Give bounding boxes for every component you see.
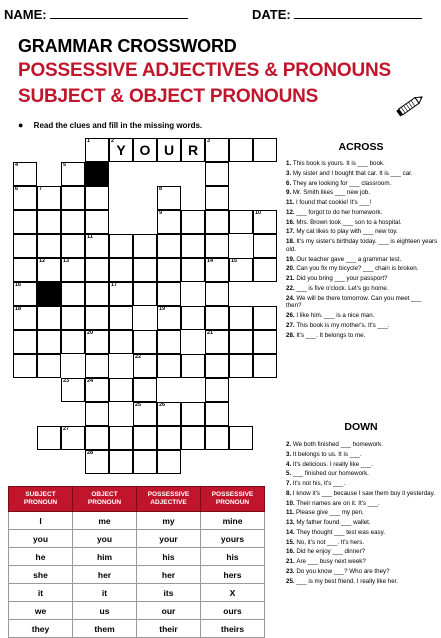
filled-letter: Y — [116, 142, 126, 158]
crossword-cell[interactable] — [61, 330, 85, 354]
clue-item — [286, 480, 438, 488]
crossword-cell[interactable] — [205, 330, 229, 354]
table-cell: you — [9, 530, 73, 548]
crossword-cell[interactable] — [205, 210, 229, 234]
table-cell: yours — [201, 530, 265, 548]
crossword-cell[interactable] — [157, 330, 181, 354]
crossword-cell[interactable] — [61, 234, 85, 258]
crossword-cell[interactable] — [133, 402, 157, 426]
clue-text: Our teacher gave ___ a grammar test. — [296, 255, 402, 263]
crossword-cell[interactable] — [37, 354, 61, 378]
crossword-cell[interactable] — [229, 330, 253, 354]
crossword-cell[interactable] — [229, 138, 253, 162]
clue-number: 19 — [159, 306, 166, 312]
crossword-cell[interactable] — [133, 378, 157, 402]
crossword-cell[interactable] — [205, 426, 229, 450]
crossword-cell[interactable] — [205, 138, 229, 162]
clue-text: They thought ___ test was easy. — [296, 528, 385, 536]
clue-number: 17. — [286, 228, 297, 236]
clue-number: 23. — [286, 567, 297, 575]
crossword-cell[interactable] — [157, 450, 181, 474]
clue-number: 7 — [39, 186, 43, 192]
clue-number: 16. — [286, 218, 297, 226]
clue-number: 2 — [111, 138, 115, 144]
table-row — [9, 620, 265, 638]
table-cell: it — [9, 584, 73, 602]
table-cell: our — [137, 602, 201, 620]
clue-number: 24. — [286, 294, 297, 302]
clue-item — [286, 170, 438, 178]
filled-letter: O — [139, 142, 151, 158]
table-cell: her — [137, 566, 201, 584]
table-cell: you — [73, 530, 137, 548]
crossword-cell[interactable] — [37, 426, 61, 450]
clue-number: 8. — [286, 489, 293, 497]
clue-text: Please give ___ my pen. — [295, 509, 364, 517]
bullet-icon: ● — [18, 120, 24, 130]
pencil-icon — [393, 92, 427, 120]
clue-text: It's not his, it's ___. — [292, 480, 346, 487]
crossword-cell[interactable] — [133, 450, 157, 474]
crossword-cell[interactable] — [205, 258, 229, 282]
crossword-cell[interactable] — [13, 210, 37, 234]
name-label: NAME: — [4, 7, 47, 22]
crossword-cell[interactable] — [205, 378, 229, 402]
clue-number: 21 — [207, 330, 214, 336]
table-cell: them — [73, 620, 137, 638]
crossword-black-cell — [37, 282, 61, 306]
crossword-cell[interactable] — [109, 306, 133, 330]
crossword-cell[interactable] — [85, 306, 109, 330]
crossword-cell[interactable] — [157, 186, 181, 210]
table-cell: him — [73, 548, 137, 566]
crossword-cell[interactable] — [85, 354, 109, 378]
crossword-cell[interactable] — [109, 282, 133, 306]
crossword-cell[interactable] — [205, 234, 229, 258]
crossword-cell[interactable] — [61, 186, 85, 210]
crossword-cell[interactable] — [181, 210, 205, 234]
table-cell: his — [137, 548, 201, 566]
clue-number: 4 — [15, 162, 19, 168]
clue-text: Do you know ___? Who are they? — [296, 567, 390, 575]
crossword-cell[interactable] — [109, 330, 133, 354]
table-cell: X — [201, 584, 265, 602]
table-cell: its — [137, 584, 201, 602]
table-cell: your — [137, 530, 201, 548]
crossword-cell[interactable] — [13, 330, 37, 354]
clue-number: 21. — [286, 558, 297, 565]
table-cell: theirs — [201, 620, 265, 638]
crossword-cell[interactable] — [205, 306, 229, 330]
crossword-cell[interactable] — [85, 450, 109, 474]
crossword-black-cell — [85, 162, 109, 186]
crossword-cell[interactable] — [181, 402, 205, 426]
crossword-cell[interactable] — [133, 354, 157, 378]
filled-letter: U — [163, 142, 175, 158]
table-row — [9, 512, 265, 530]
crossword-cell[interactable] — [37, 306, 61, 330]
crossword-cell[interactable] — [229, 426, 253, 450]
clue-number: 26 — [159, 402, 166, 408]
crossword-cell[interactable] — [181, 354, 205, 378]
clue-number: 24 — [87, 378, 94, 384]
clue-number: 7. — [286, 480, 293, 487]
crossword-cell[interactable] — [37, 234, 61, 258]
clue-item — [286, 568, 438, 576]
clue-item — [286, 332, 438, 340]
down-clues — [286, 441, 438, 587]
crossword-cell[interactable] — [109, 258, 133, 282]
crossword-cell[interactable] — [61, 378, 85, 402]
clue-number: 14. — [286, 528, 297, 536]
clue-number: 3. — [286, 450, 293, 458]
crossword-cell[interactable] — [253, 354, 277, 378]
crossword-cell[interactable] — [157, 426, 181, 450]
crossword-cell[interactable] — [205, 402, 229, 426]
clue-item — [286, 265, 438, 273]
crossword-cell[interactable] — [13, 186, 37, 210]
page-title: GRAMMAR CROSSWORD — [18, 36, 237, 56]
crossword-cell[interactable] — [157, 234, 181, 258]
crossword-cell[interactable] — [37, 186, 61, 210]
clue-number: 16. — [286, 548, 297, 556]
crossword-cell[interactable] — [157, 306, 181, 330]
clue-text: I found that cookie! It's ___! — [295, 199, 372, 206]
clue-text: It belongs to us. It is ___. — [292, 450, 362, 458]
crossword-cell[interactable] — [157, 354, 181, 378]
clue-number: 2. — [286, 441, 293, 448]
clue-number: 3. — [286, 169, 293, 177]
clue-text: Mr. Smith likes ___ new job. — [292, 189, 370, 197]
table-header: POSSESSIVE ADJECTIVE — [137, 487, 201, 512]
clue-item — [286, 470, 438, 478]
crossword-cell[interactable] — [85, 234, 109, 258]
clue-item — [286, 500, 438, 508]
clue-text: Did he enjoy ___ dinner? — [296, 548, 366, 556]
clue-item — [286, 451, 438, 459]
table-cell: I — [9, 512, 73, 530]
clue-text: Can you fix my bicycle? ___ chain is broken. — [296, 265, 419, 273]
table-cell: hers — [201, 566, 265, 584]
clue-number: 11. — [286, 509, 296, 517]
clue-number: 19. — [286, 255, 297, 263]
clue-text: They are looking for ___ classroom. — [292, 179, 392, 187]
crossword-cell[interactable] — [13, 162, 37, 186]
crossword-cell[interactable] — [133, 138, 157, 162]
clue-number: 23 — [63, 378, 70, 384]
crossword-cell[interactable] — [37, 210, 61, 234]
clue-item — [286, 529, 438, 537]
crossword-cell[interactable] — [85, 258, 109, 282]
clue-item — [286, 180, 438, 188]
clue-number: 11. — [286, 199, 296, 206]
clue-item — [286, 548, 438, 556]
crossword-cell[interactable] — [61, 258, 85, 282]
date-field[interactable] — [252, 7, 422, 22]
table-cell: us — [73, 602, 137, 620]
crossword-cell[interactable] — [205, 282, 229, 306]
clue-number: 27. — [286, 321, 297, 329]
clue-text: My sister and I bought that car. It is ___ car. — [292, 169, 413, 177]
clue-number: 9 — [159, 210, 163, 216]
clue-text: Mrs. Brown took ___ son to a hospital. — [296, 218, 402, 226]
clue-number: 20. — [286, 265, 297, 273]
crossword-cell[interactable] — [253, 210, 277, 234]
clue-number: 26. — [286, 312, 297, 319]
clue-number: 15. — [286, 538, 297, 546]
crossword-cell[interactable] — [109, 378, 133, 402]
crossword-cell[interactable] — [13, 234, 37, 258]
crossword-cell[interactable] — [109, 234, 133, 258]
clue-text: We both finished ___ homework. — [292, 441, 383, 448]
crossword-cell[interactable] — [109, 450, 133, 474]
crossword-cell[interactable] — [85, 426, 109, 450]
table-cell: ours — [201, 602, 265, 620]
crossword-cell[interactable] — [253, 306, 277, 330]
crossword-cell[interactable] — [61, 306, 85, 330]
table-cell: her — [73, 566, 137, 584]
table-row — [9, 602, 265, 620]
table-cell: she — [9, 566, 73, 584]
clue-item — [286, 312, 438, 320]
clue-item — [286, 160, 438, 168]
crossword-cell[interactable] — [85, 378, 109, 402]
clue-number: 25 — [135, 402, 142, 408]
crossword-cell[interactable] — [229, 210, 253, 234]
crossword-cell[interactable] — [157, 138, 181, 162]
name-field[interactable] — [4, 7, 188, 22]
clue-item — [286, 256, 438, 264]
table-cell: my — [137, 512, 201, 530]
table-cell: their — [137, 620, 201, 638]
crossword-cell[interactable] — [37, 330, 61, 354]
clue-text: I like him. ___ is a nice man. — [296, 312, 375, 319]
clue-number: 14 — [207, 258, 214, 264]
clue-number: 6 — [15, 186, 19, 192]
clue-number: 5. — [286, 470, 293, 478]
clue-item — [286, 509, 438, 517]
clue-item — [286, 285, 438, 293]
clue-number: 18 — [15, 306, 22, 312]
clue-text: This book is yours. It is ___ book. — [292, 160, 385, 167]
clue-text: I know it's ___ because I saw them buy it yesterday. — [292, 489, 435, 497]
clue-number: 4. — [286, 460, 293, 468]
crossword-cell[interactable] — [253, 258, 277, 282]
clue-text: ___ is five o'clock. Let's go home. — [296, 284, 389, 292]
clue-number: 16 — [15, 282, 22, 288]
crossword-cell[interactable] — [229, 306, 253, 330]
clue-number: 1. — [286, 160, 293, 167]
clue-item — [286, 228, 438, 236]
clue-text: ___ finished our homework. — [292, 470, 369, 478]
clue-text: My father found ___ wallet. — [296, 519, 371, 526]
table-cell: he — [9, 548, 73, 566]
clue-text: It's my sister's birthday today. ___ is eighteen years old. — [286, 238, 438, 253]
crossword-cell[interactable] — [133, 282, 157, 306]
crossword-cell[interactable] — [181, 306, 205, 330]
clue-number: 13. — [286, 519, 297, 526]
clue-item — [286, 295, 438, 311]
clue-item — [286, 238, 438, 254]
crossword-cell[interactable] — [85, 402, 109, 426]
crossword-cell[interactable] — [229, 258, 253, 282]
crossword-cell[interactable] — [229, 354, 253, 378]
table-cell: it — [73, 584, 137, 602]
crossword-cell[interactable] — [157, 402, 181, 426]
table-cell: his — [201, 548, 265, 566]
clue-item — [286, 490, 438, 498]
clue-item — [286, 519, 438, 527]
clue-text: Did you bring ___ your passport? — [296, 275, 388, 282]
across-heading: ACROSS — [338, 141, 384, 153]
crossword-cell[interactable] — [13, 306, 37, 330]
crossword-cell[interactable] — [205, 162, 229, 186]
clue-item — [286, 219, 438, 227]
clue-item — [286, 539, 438, 547]
clue-item — [286, 441, 438, 449]
pronoun-table — [8, 486, 265, 638]
clue-number: 11 — [87, 234, 93, 240]
clue-number: 20 — [87, 330, 94, 336]
crossword-cell[interactable] — [85, 210, 109, 234]
crossword-cell[interactable] — [181, 138, 205, 162]
clue-number: 9. — [286, 189, 293, 197]
clue-number: 25. — [286, 577, 297, 585]
clue-text: ___ forgot to do her homework. — [296, 208, 383, 216]
clue-text: My cat likes to play with ___ new toy. — [296, 228, 398, 236]
clue-item — [286, 189, 438, 197]
table-cell: we — [9, 602, 73, 620]
clue-number: 15 — [231, 258, 238, 264]
crossword-cell[interactable] — [205, 186, 229, 210]
clue-text: Their names are on it. It's ___. — [296, 499, 380, 507]
crossword-cell[interactable] — [133, 234, 157, 258]
crossword-cell[interactable] — [85, 330, 109, 354]
across-clues — [286, 160, 438, 341]
clue-item — [286, 275, 438, 283]
table-header: OBJECT PRONOUN — [73, 487, 137, 512]
clue-number: 28. — [286, 331, 297, 339]
down-heading: DOWN — [344, 421, 378, 433]
table-row — [9, 566, 265, 584]
crossword-cell[interactable] — [133, 330, 157, 354]
clue-item — [286, 209, 438, 217]
table-row — [9, 530, 265, 548]
instructions: ● Read the clues and fill in the missing words. — [18, 120, 203, 130]
subtitle-possessive: POSSESSIVE ADJECTIVES & PRONOUNS — [18, 60, 391, 81]
table-cell: mine — [201, 512, 265, 530]
table-header: SUBJECT PRONOUN — [9, 487, 73, 512]
clue-number: 1 — [87, 138, 91, 144]
clue-number: 13 — [63, 258, 70, 264]
subtitle-subject-object: SUBJECT & OBJECT PRONOUNS — [18, 86, 319, 107]
clue-number: 10 — [255, 210, 262, 216]
clue-item — [286, 461, 438, 469]
date-label: DATE: — [252, 7, 291, 22]
crossword-cell[interactable] — [181, 234, 205, 258]
crossword-cell[interactable] — [85, 186, 109, 210]
crossword-cell[interactable] — [109, 426, 133, 450]
clue-text: It's delicious. I really like ___. — [292, 460, 373, 468]
clue-text: ___ is my best friend. I really like her. — [296, 577, 399, 585]
crossword-cell[interactable] — [253, 330, 277, 354]
clue-number: 3 — [207, 138, 211, 144]
crossword-cell[interactable] — [13, 354, 37, 378]
crossword-cell[interactable] — [85, 138, 109, 162]
clue-number: 12 — [39, 258, 46, 264]
crossword-cell[interactable] — [133, 426, 157, 450]
crossword-cell[interactable] — [253, 138, 277, 162]
crossword-cell[interactable] — [13, 282, 37, 306]
table-header: POSSESSIVE PRONOUN — [201, 487, 265, 512]
crossword-cell[interactable] — [61, 426, 85, 450]
clue-text: We will be there tomorrow. Can you meet ___ then? — [286, 294, 422, 310]
crossword-cell[interactable] — [37, 258, 61, 282]
clue-number: 18. — [286, 238, 297, 245]
clue-number: 27 — [63, 426, 70, 432]
crossword-cell[interactable] — [157, 210, 181, 234]
filled-letter: R — [187, 142, 199, 158]
crossword-cell[interactable] — [61, 210, 85, 234]
crossword-cell[interactable] — [181, 426, 205, 450]
clue-number: 22 — [135, 354, 142, 360]
crossword-cell[interactable] — [61, 162, 85, 186]
table-row — [9, 548, 265, 566]
crossword-cell[interactable] — [85, 282, 109, 306]
clue-number: 17 — [111, 282, 118, 288]
crossword-grid — [13, 138, 273, 462]
table-cell: they — [9, 620, 73, 638]
table-row — [9, 584, 265, 602]
clue-number: 12. — [286, 208, 297, 216]
clue-item — [286, 199, 438, 207]
table-cell: me — [73, 512, 137, 530]
crossword-cell[interactable] — [181, 258, 205, 282]
clue-number: 8 — [159, 186, 163, 192]
crossword-cell[interactable] — [61, 282, 85, 306]
crossword-cell[interactable] — [205, 354, 229, 378]
clue-text: It's ___. It belongs to me. — [296, 331, 366, 339]
clue-item — [286, 322, 438, 330]
clue-number: 21. — [286, 275, 297, 282]
crossword-cell[interactable] — [13, 258, 37, 282]
crossword-cell[interactable] — [109, 138, 133, 162]
crossword-cell[interactable] — [157, 258, 181, 282]
clue-number: 22. — [286, 284, 297, 292]
clue-text: No, it's not ___. It's hers. — [296, 538, 365, 546]
clue-number: 10. — [286, 499, 297, 507]
clue-number: 5 — [63, 162, 67, 168]
crossword-cell[interactable] — [157, 282, 181, 306]
crossword-cell[interactable] — [253, 234, 277, 258]
clue-number: 28 — [87, 450, 94, 456]
crossword-cell[interactable] — [133, 258, 157, 282]
clue-text: Are ___ busy next week? — [296, 558, 366, 565]
clue-item — [286, 578, 438, 586]
clue-number: 6. — [286, 179, 293, 187]
clue-item — [286, 558, 438, 566]
clue-text: This book is my mother's. It's ___. — [296, 321, 390, 329]
